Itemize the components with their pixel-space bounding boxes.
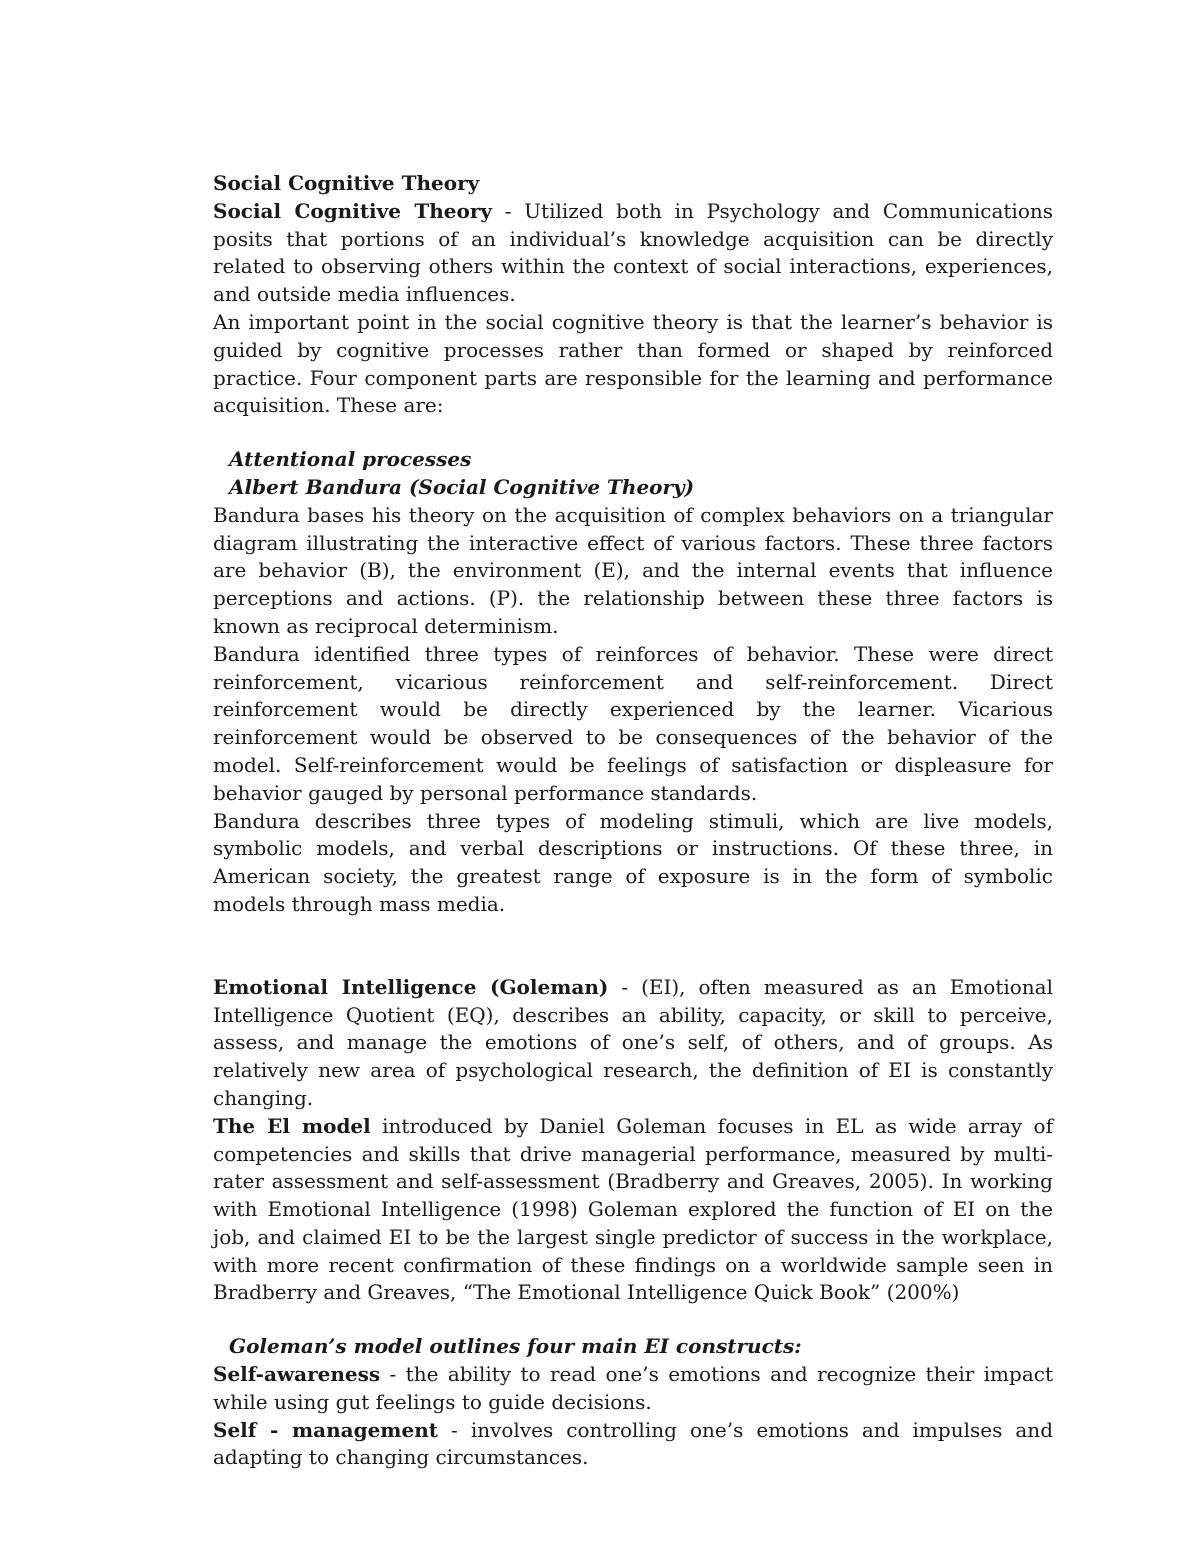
ei-model-term: The El model [213,1113,371,1138]
intro-paragraph [213,198,1053,309]
ei-paragraph [213,974,1053,1113]
construct-term: Self - management [213,1417,438,1442]
bandura-paragraph-modeling: Bandura describes three types of modeling stimuli, which are live models, symbolic models, and verbal descriptions or instructions. Of these three, in American society, the greatest range of exposure is in the form of symbolic models through mass media. [213,808,1053,916]
ei-text: - (EI), often measured as an Emotional Intelligence Quotient (EQ), describes an ability, capacity, or skill to perceive, assess, and manage the emotions of one’s self, of others, and of groups. As relatively new area of psychological research, the definition of EI is constantly changing. [213,974,1053,1110]
document-title: Social Cognitive Theory [213,171,480,195]
ei-model-text: introduced by Daniel Goleman focuses in EL as wide array of competencies and skills that drive managerial performance, measured by multi-rater assessment and self-assessment (Bradberry and Greaves, 2005). In working with Emotional Intelligence (1998) Goleman explored the function of EI on the job, and claimed EI to be the largest single predictor of success in the workplace, with more recent confirmation of these findings on a worldwide sample seen in Bradberry and Greaves, “The Emotional Intelligence Quick Book” (200%) [213,1113,1053,1305]
construct-text: - the ability to read one’s emotions and recognize their impact while using gut feelings to guide decisions. [213,1362,1053,1414]
ei-model-paragraph [213,1113,1053,1308]
construct-self-awareness [213,1361,1053,1417]
bandura-paragraph-reciprocal: Bandura bases his theory on the acquisition of complex behaviors on a triangular diagram illustrating the interactive effect of various factors. These three factors are behavior (B), the environment (E), and the internal events that influence perceptions and actions. (P). the relationship between these three factors is known as reciprocal determinism. [213,502,1053,638]
bandura-paragraph-reinforcement: Bandura identified three types of reinforces of behavior. These were direct reinforcement, vicarious reinforcement and self-reinforcement. Direct reinforcement would be directly experienced by the learner. Vicarious reinforcement would be observed to be consequences of the behavior of the model. Self-reinforcement would be feelings of satisfaction or displeasure for behavior gauged by personal performance standards. [213,641,1053,805]
construct-term: Self-awareness [213,1362,381,1387]
intro-term: Social Cognitive Theory [213,198,492,223]
important-point-paragraph: An important point in the social cognitive theory is that the learner’s behavior is guided by cognitive processes rather than formed or shaped by reinforced practice. Four component parts are responsible for the learning and performance acquisition. These are: [213,309,1053,418]
construct-self-management [213,1417,1053,1473]
ei-term: Emotional Intelligence (Goleman) [213,974,609,999]
construct-text: - involves controlling one’s emotions and impulses and adapting to changing circumstances. [213,1417,1053,1470]
subheading-constructs: Goleman’s model outlines four main EI constructs: [229,1334,802,1359]
subheading-attentional: Attentional processes [229,447,472,472]
subheading-bandura: Albert Bandura (Social Cognitive Theory) [229,474,695,499]
intro-text: - Utilized both in Psychology and Communications posits that portions of an individual’s knowledge acquisition can be directly related to observing others within the context of social interactions, experiences, and outside media influences. [213,198,1054,307]
document-page [213,170,1053,1472]
